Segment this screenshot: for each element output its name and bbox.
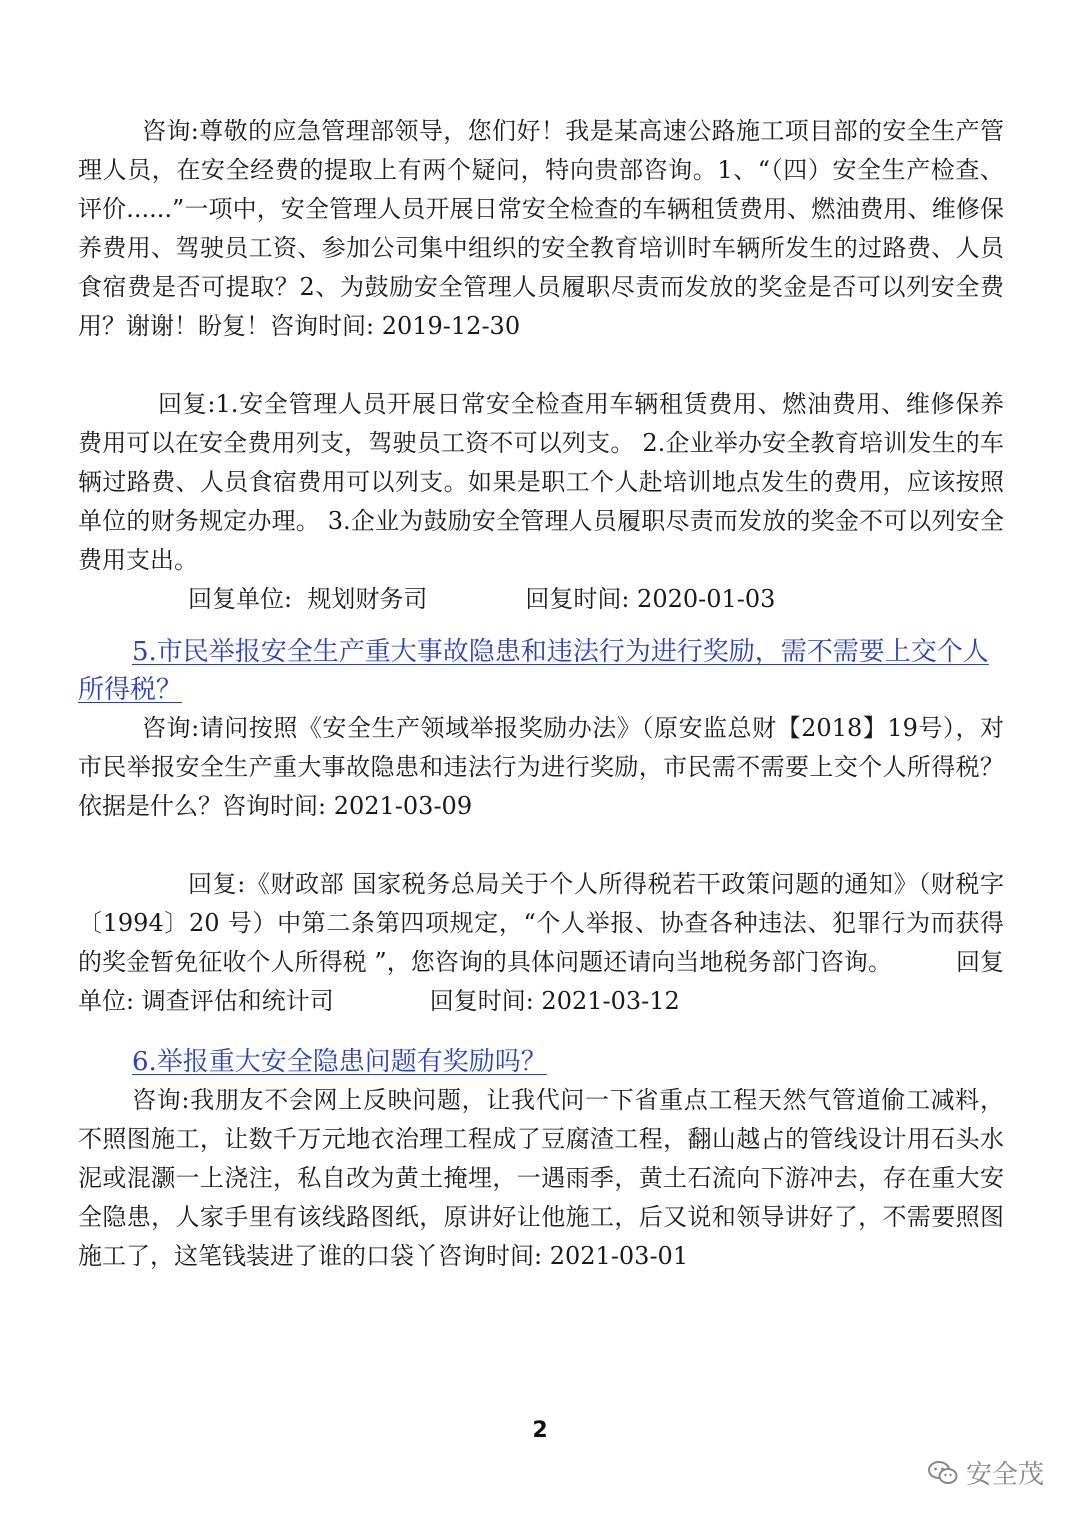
watermark-text: 安全茂: [965, 1460, 1044, 1490]
reply-body: 回复:《财政部 国家税务总局关于个人所得税若干政策问题的通知》（财税字〔1994〕20 号）中第二条第四项规定，“个人举报、协查各种违法、犯罪行为而获得的奖金暂免征收个人所得税 ”，您咨询的具体问题还请向当地税务部门咨询。: [78, 870, 1004, 976]
reply-signature-section4: [78, 580, 1004, 619]
reply-unit: 回复单位: 调查评估和统计司: [78, 948, 1005, 1015]
wechat-icon: [928, 1460, 958, 1486]
spacer: [78, 826, 1004, 865]
question-title-5-link[interactable]: 5.市民举报安全生产重大事故隐患和违法行为进行奖励，需不需要上交个人所得税？: [78, 637, 989, 705]
consult-text-section4: 咨询:尊敬的应急管理部领导，您们好！我是某高速公路施工项目部的安全生产管理人员，在安全经费的提取上有两个疑问，特向贵部咨询。1、“（四）安全生产检查、评价......”一项中，安全管理人员开展日常安全检查的车辆租赁费用、燃油费用、维修保养费用、驾驶员工资、参加公司集中组织的安全教育培训时车辆所发生的过路费、人员食宿费是否可提取？2、为鼓励安全管理人员履职尽责而发放的奖金是否可以列安全费用？谢谢！盼复！咨询时间: 2019-12-30: [78, 117, 1004, 340]
question-title-6-link[interactable]: 6.举报重大安全隐患问题有奖励吗？: [132, 1047, 547, 1077]
spacer: [78, 1021, 1004, 1043]
reply-text-section5: [78, 865, 1004, 1021]
question-title-5[interactable]: [78, 633, 1004, 709]
document-body: [78, 112, 1004, 1276]
page-number: 2: [532, 1418, 548, 1443]
question-title-6[interactable]: [78, 1043, 1004, 1081]
reply-time: 回复时间: 2020-01-03: [525, 585, 776, 613]
watermark: [928, 1454, 1044, 1491]
consult-text-section6: 咨询:我朋友不会网上反映问题，让我代问一下省重点工程天然气管道偷工减料，不照图施工，让数千万元地衣治理工程成了豆腐渣工程，翻山越占的管线设计用石头水泥或混灏一上浇注，私自改为黄土掩埋，一遇雨季，黄土石流向下游冲去，存在重大安全隐患，人家手里有该线路图纸，原讲好让他施工，后又说和领导讲好了，不需要照图施工了，这笔钱装进了谁的口袋丫咨询时间: 2021-03-01: [78, 1086, 1004, 1270]
reply-unit: 回复单位: 规划财务司: [188, 585, 428, 613]
consult-text-section5: 咨询:请问按照《安全生产领域举报奖励办法》（原安监总财【2018】19号），对市民举报安全生产重大事故隐患和违法行为进行奖励，市民需不需要上交个人所得税？依据是什么？咨询时间: 2021-03-09: [78, 714, 1004, 820]
reply-time: 回复时间: 2021-03-12: [429, 987, 680, 1015]
spacer: [78, 346, 1004, 385]
reply-text-section4: 回复:1.安全管理人员开展日常安全检查用车辆租赁费用、燃油费用、维修保养费用可以在安全费用列支，驾驶员工资不可以列支。 2.企业举办安全教育培训发生的车辆过路费、人员食宿费用可以列支。如果是职工个人赴培训地点发生的费用，应该按照单位的财务规定办理。 3.企业为鼓励安全管理人员履职尽责而发放的奖金不可以列安全费用支出。: [78, 390, 1004, 574]
